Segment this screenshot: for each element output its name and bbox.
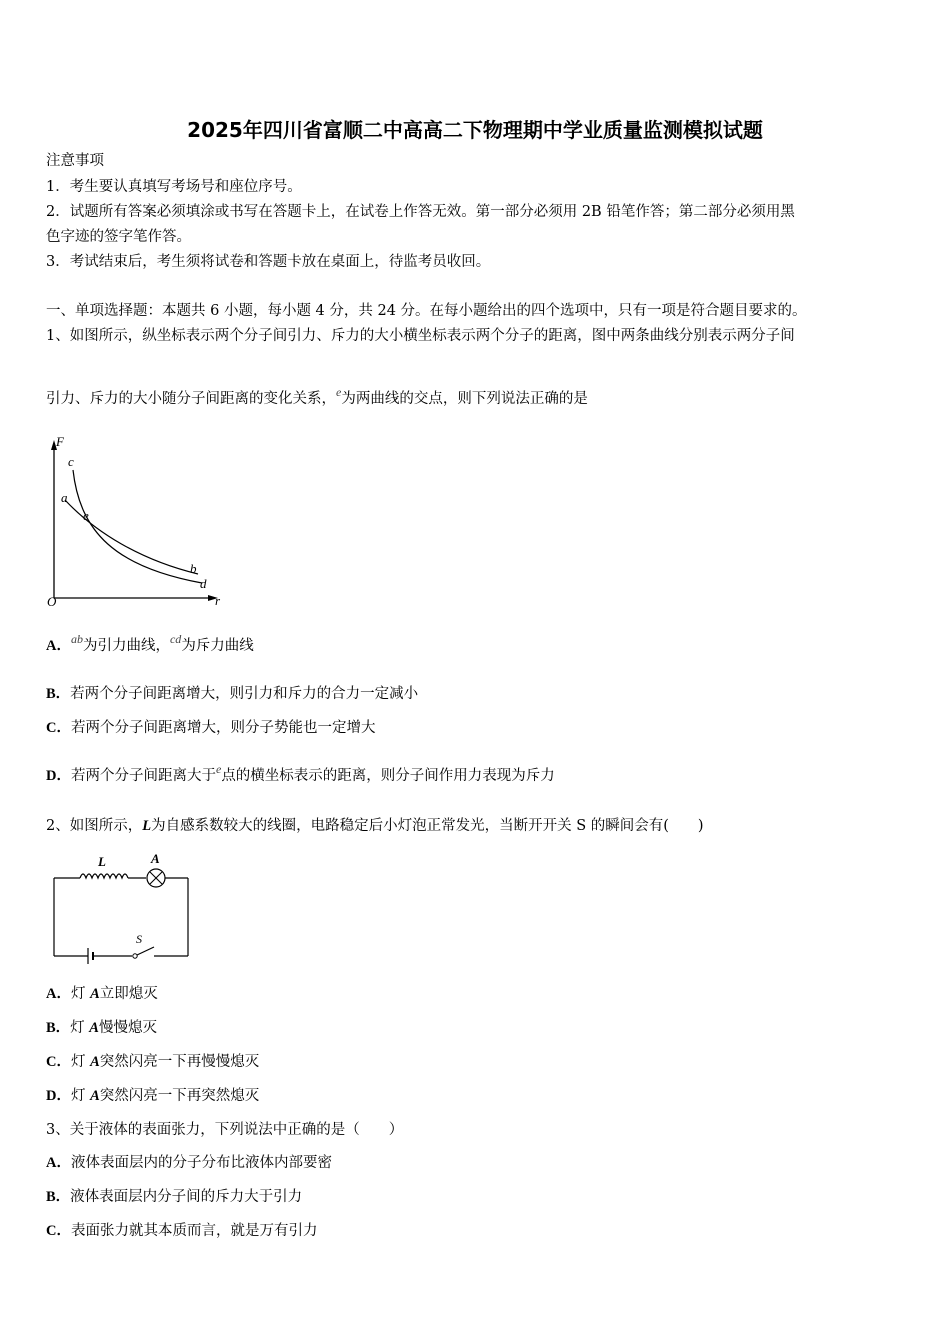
option-prefix: 灯	[70, 1054, 91, 1070]
option-text: 若两个分子间距离增大，则分子势能也一定增大	[70, 720, 376, 736]
lamp-symbol: A	[90, 1054, 100, 1070]
q1-stem-symbol-e: e	[336, 385, 342, 399]
curve-label-c: c	[68, 454, 74, 469]
option-letter: D．	[46, 768, 71, 784]
switch-label: S	[136, 932, 142, 946]
q2-option-c	[46, 1052, 259, 1072]
q1-option-a	[46, 632, 254, 656]
curve-cd	[73, 470, 202, 583]
origin-label: O	[47, 594, 57, 609]
option-text: 若两个分子间距离增大，则引力和斥力的合力一定减小	[70, 686, 419, 702]
q1-stem-text-a: 引力、斥力的大小随分子间距离的变化关系，	[46, 391, 336, 407]
symbol-ab: ab	[70, 632, 83, 646]
option-text: 为引力曲线，	[82, 638, 170, 654]
option-text: 突然闪亮一下再慢慢熄灭	[99, 1054, 260, 1070]
option-text: 立即熄灭	[99, 986, 158, 1002]
q1-option-c	[46, 718, 375, 738]
option-letter: C．	[46, 720, 71, 736]
notice-item-3: 3．考试结束后，考生须将试卷和答题卡放在桌面上，待监考员收回。	[46, 254, 491, 270]
q2-option-b	[46, 1018, 157, 1038]
page-title: 2025年四川省富顺二中高高二下物理期中学业质量监测模拟试题	[187, 118, 763, 142]
q3-option-a	[46, 1153, 332, 1173]
symbol-e: e	[215, 762, 222, 776]
option-prefix: 灯	[70, 1088, 91, 1104]
lamp-label: A	[151, 851, 160, 866]
q1-stem-line2	[46, 385, 588, 409]
axis-label-r: r	[215, 593, 221, 608]
q1-option-b	[46, 684, 418, 704]
lamp-symbol: A	[90, 986, 100, 1002]
intersection-label-e: e	[83, 508, 89, 523]
q2-stem	[46, 816, 704, 836]
q3-stem: 3、关于液体的表面张力，下列说法中正确的是（ ）	[46, 1122, 404, 1138]
q2-circuit-diagram	[46, 850, 196, 966]
option-letter: C．	[46, 1223, 71, 1239]
q1-stem-text-b: 为两曲线的交点，则下列说法正确的是	[341, 391, 588, 407]
option-text: 表面张力就其本质而言，就是万有引力	[70, 1223, 318, 1239]
option-text: 液体表面层内的分子分布比液体内部要密	[70, 1155, 332, 1171]
switch-contact	[133, 954, 137, 958]
q1-force-distance-graph	[40, 432, 230, 612]
curve-label-d: d	[200, 576, 207, 591]
notice-item-1: 1．考生要认真填写考场号和座位序号。	[46, 179, 302, 195]
q2-stem-text-b: 为自感系数较大的线圈，电路稳定后小灯泡正常发光，当断开开关 S 的瞬间会有( )	[151, 818, 704, 834]
q2-stem-symbol-l: L	[142, 818, 152, 834]
option-letter: A．	[46, 986, 71, 1002]
option-letter: B．	[46, 1020, 71, 1036]
curve-label-b: b	[190, 561, 197, 576]
q1-option-d	[46, 762, 555, 786]
section-header: 一、单项选择题：本题共 6 小题，每小题 4 分，共 24 分。在每小题给出的四个选项中，只有一项是符合题目要求的。	[46, 303, 807, 319]
q3-option-b	[46, 1187, 302, 1207]
option-letter: A．	[46, 1155, 71, 1171]
q2-option-d	[46, 1086, 259, 1106]
option-prefix: 灯	[70, 1020, 90, 1036]
option-text: 为斥力曲线	[181, 638, 254, 654]
curve-label-a: a	[61, 490, 68, 505]
option-letter: B．	[46, 686, 71, 702]
axis-label-f: F	[56, 434, 64, 449]
notice-heading: 注意事项	[46, 153, 104, 169]
option-letter: B．	[46, 1189, 71, 1205]
option-text: 若两个分子间距离大于	[70, 768, 216, 784]
symbol-cd: cd	[169, 632, 182, 646]
lamp-symbol: A	[89, 1020, 99, 1036]
option-letter: D．	[46, 1088, 71, 1104]
option-letter: C．	[46, 1054, 71, 1070]
lamp-symbol: A	[90, 1088, 100, 1104]
switch-blade	[137, 947, 154, 955]
q2-stem-text-a: 2、如图所示，	[46, 818, 143, 834]
option-text: 突然闪亮一下再突然熄灭	[99, 1088, 260, 1104]
option-text: 液体表面层内分子间的斥力大于引力	[70, 1189, 303, 1205]
inductor-coil	[80, 874, 128, 878]
coil-label: L	[98, 854, 106, 869]
notice-item-2: 2．试题所有答案必须填涂或书写在答题卡上，在试卷上作答无效。第一部分必须用 2B 铅笔作答；第二部分必须用黑	[46, 204, 795, 220]
q3-option-c	[46, 1221, 317, 1241]
option-prefix: 灯	[70, 986, 91, 1002]
notice-item-2-cont: 色字迹的签字笔作答。	[46, 229, 191, 245]
option-letter: A．	[46, 638, 71, 654]
option-text: 点的横坐标表示的距离，则分子间作用力表现为斥力	[221, 768, 555, 784]
q1-stem-line1: 1、如图所示，纵坐标表示两个分子间引力、斥力的大小横坐标表示两个分子的距离，图中两条曲线分别表示两分子间	[46, 328, 795, 344]
q2-option-a	[46, 984, 158, 1004]
option-text: 慢慢熄灭	[98, 1020, 157, 1036]
